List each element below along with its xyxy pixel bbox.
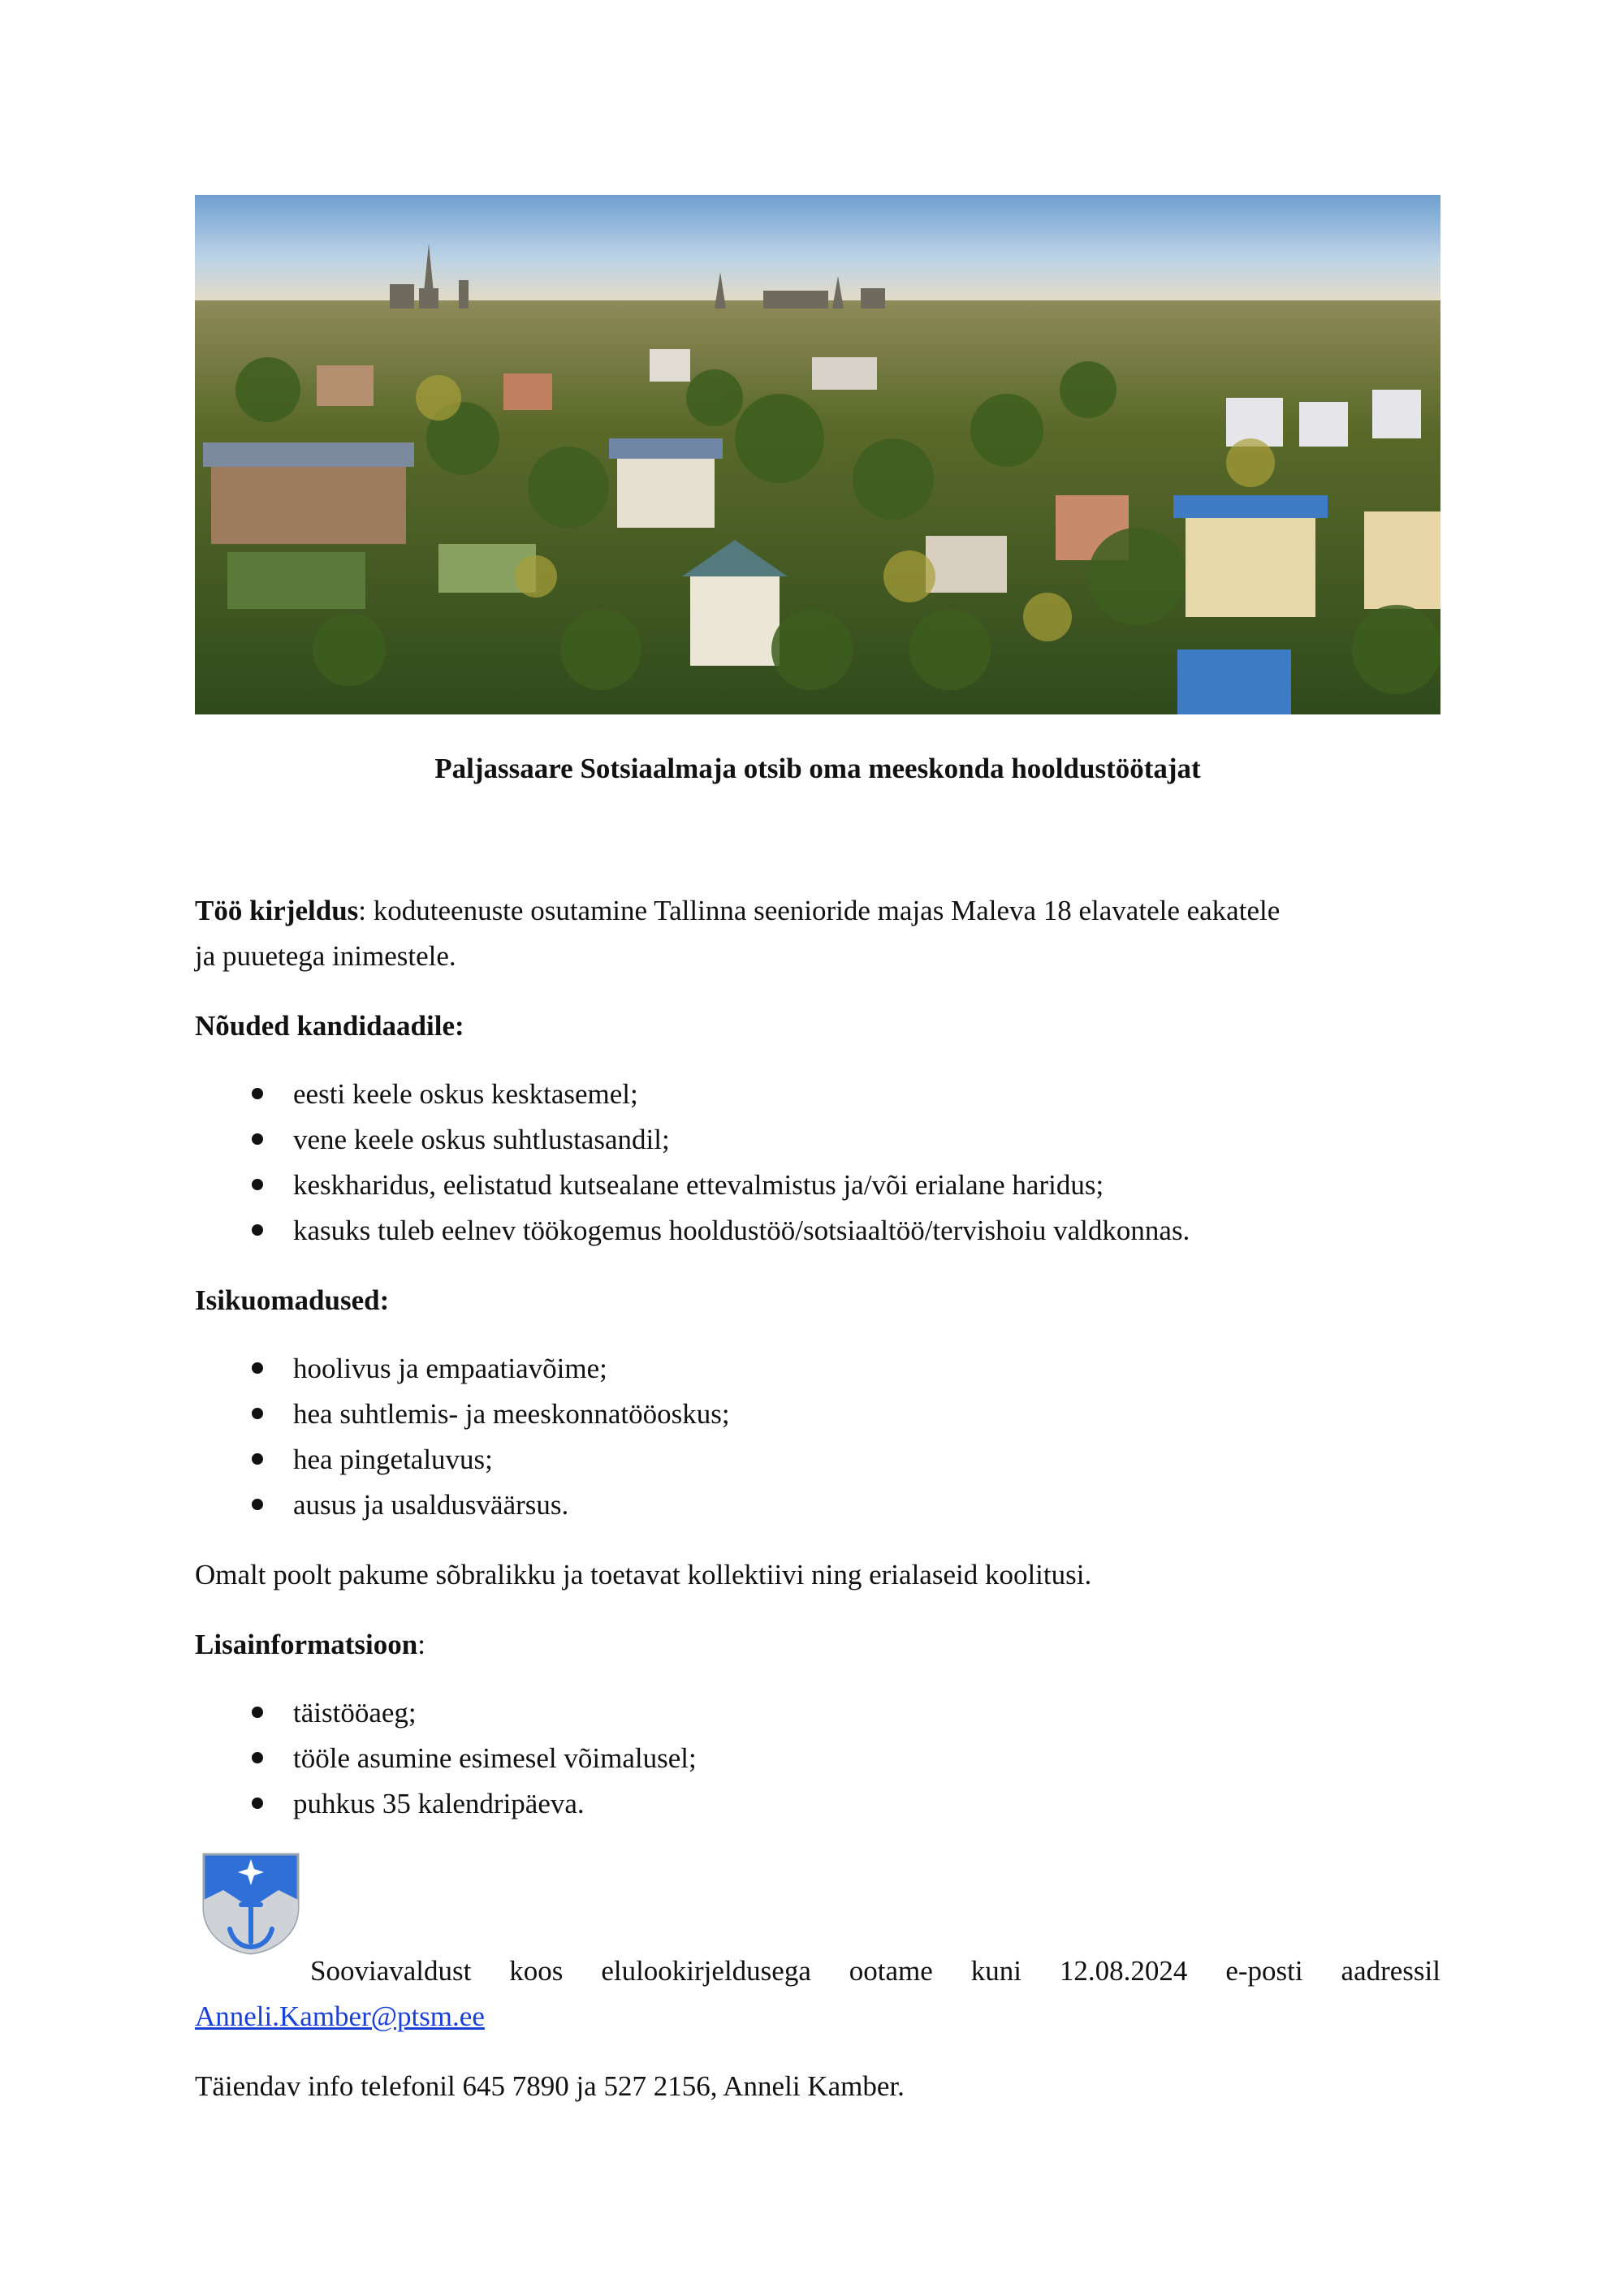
list-item: keskharidus, eelistatud kutsealane ettevalmistus ja/või erialane haridus;: [195, 1163, 1440, 1208]
page-title: Paljassaare Sotsiaalmaja otsib oma meeskonda hooldustöötajat: [434, 753, 1201, 784]
list-item: hea suhtlemis- ja meeskonnatööoskus;: [195, 1392, 1440, 1437]
city-aerial-photo: [195, 195, 1440, 714]
list-item: vene keele oskus suhtlustasandil;: [195, 1117, 1440, 1163]
contact-info: Täiendav info telefonil 645 7890 ja 527 2156, Anneli Kamber.: [195, 2070, 905, 2102]
extra-info-list: [195, 1690, 1440, 1827]
list-item: puhkus 35 kalendripäeva.: [195, 1781, 1440, 1827]
job-description: [195, 888, 1440, 934]
list-item: eesti keele oskus kesktasemel;: [195, 1072, 1440, 1117]
offer-text: Omalt poolt pakume sõbralikku ja toetavat kollektiivi ning erialaseid koolitusi.: [195, 1559, 1092, 1590]
list-item: kasuks tuleb eelnev töökogemus hooldustöö/sotsiaaltöö/tervishoiu valdkonnas.: [195, 1208, 1440, 1254]
application-row: [195, 1949, 1440, 1994]
job-description-label: Töö kirjeldus: [195, 895, 359, 926]
qualities-list: [195, 1346, 1440, 1528]
list-item: täistööaeg;: [195, 1690, 1440, 1736]
list-item: tööle asumine esimesel võimalusel;: [195, 1736, 1440, 1781]
anchor-star-crest-icon: [199, 1851, 303, 1955]
extra-info-colon: :: [417, 1629, 425, 1660]
job-description-continued: ja puuetega inimestele.: [195, 940, 456, 972]
requirements-heading: Nõuded kandidaadile:: [195, 1010, 464, 1042]
job-posting-body: [195, 888, 1440, 2109]
extra-info-label: Lisainformatsioon: [195, 1629, 418, 1660]
email-line: [195, 1994, 1440, 2039]
application-text: Sooviavaldust koos elulookirjeldusega ootame kuni 12.08.2024 e-posti aadressil: [310, 1955, 1440, 1987]
hero-image: [195, 195, 1440, 714]
list-item: hoolivus ja empaatiavõime;: [195, 1346, 1440, 1392]
qualities-heading: Isikuomadused:: [195, 1284, 390, 1316]
requirements-list: [195, 1072, 1440, 1254]
job-description-text: : koduteenuste osutamine Tallinna seenioride majas Maleva 18 elavatele eakatele: [358, 895, 1281, 926]
email-link[interactable]: Anneli.Kamber@ptsm.ee: [195, 2000, 485, 2032]
extra-info-heading: [195, 1622, 1440, 1668]
list-item: hea pingetaluvus;: [195, 1437, 1440, 1482]
list-item: ausus ja usaldusväärsus.: [195, 1482, 1440, 1528]
